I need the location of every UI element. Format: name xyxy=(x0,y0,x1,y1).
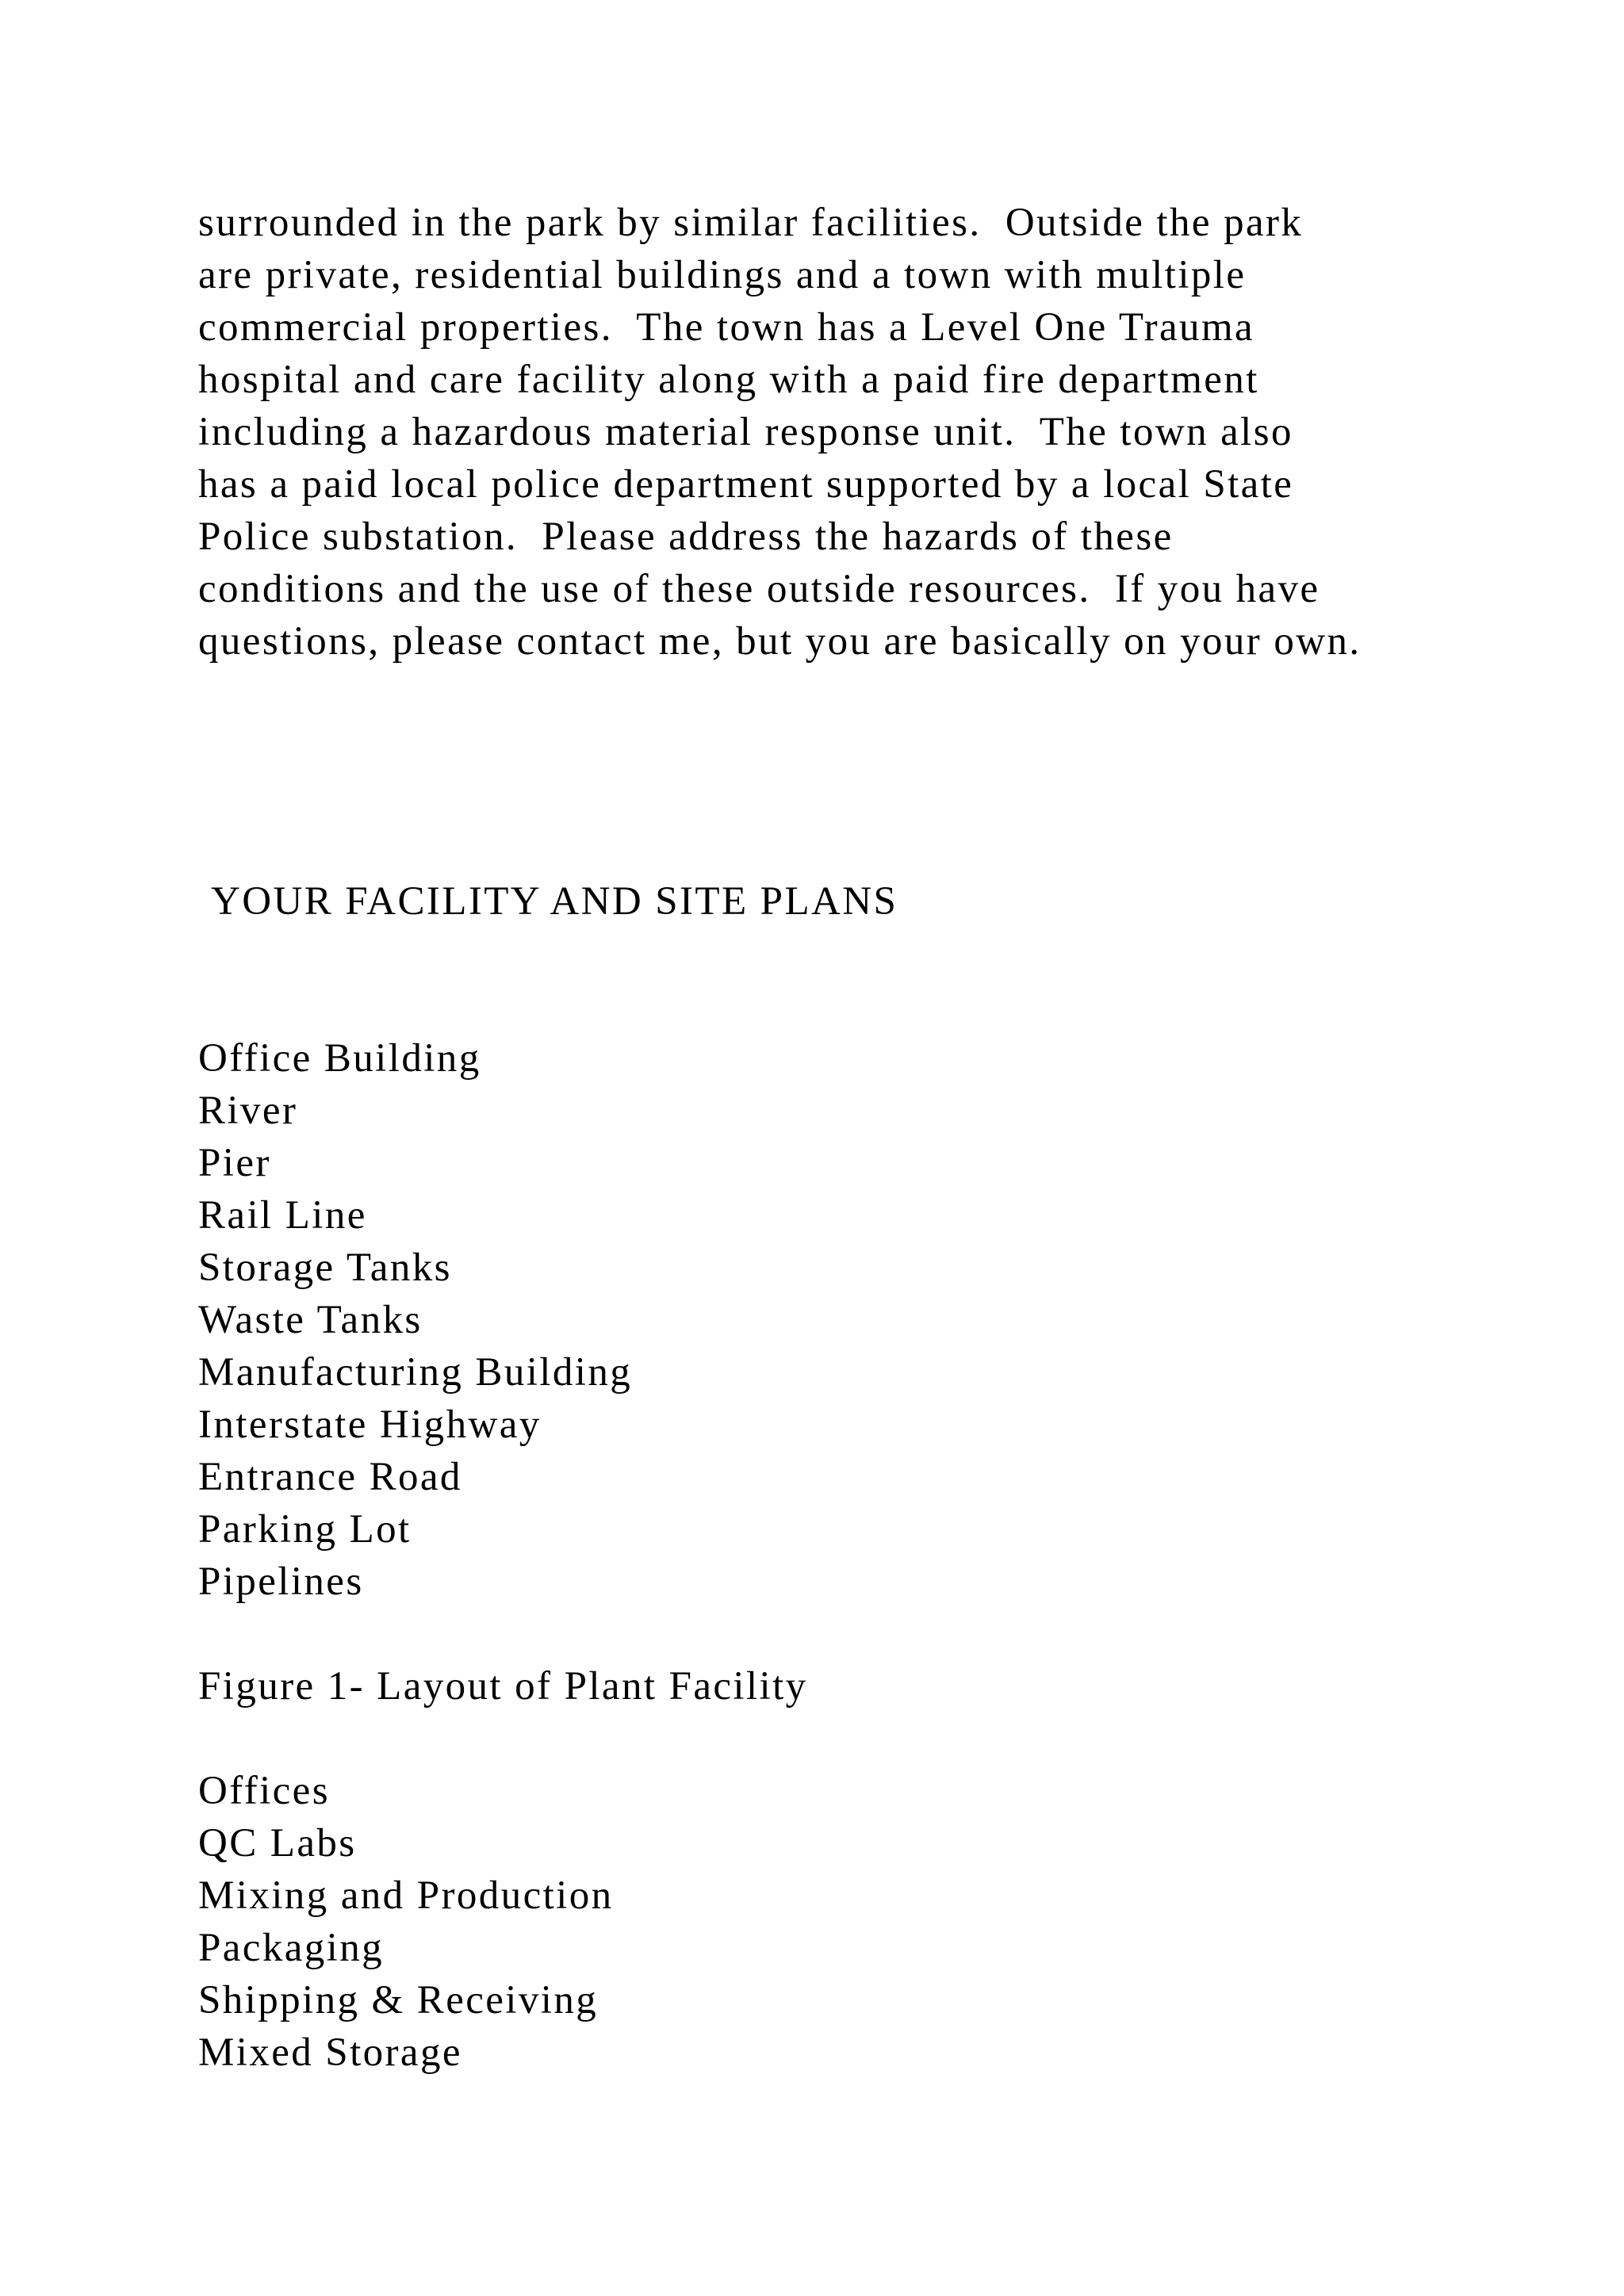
building-area-item: Offices xyxy=(198,1769,330,1813)
site-item: Waste Tanks xyxy=(198,1298,423,1342)
paragraph-line: has a paid local police department supported by a local State xyxy=(198,462,1294,507)
site-item: Storage Tanks xyxy=(198,1246,452,1290)
site-item: Interstate Highway xyxy=(198,1402,542,1447)
paragraph-line: surrounded in the park by similar facilities. Outside the park xyxy=(198,201,1304,245)
paragraph-line: questions, please contact me, but you are basically on your own. xyxy=(198,619,1362,664)
site-item: Manufacturing Building xyxy=(198,1350,633,1395)
site-item: Pipelines xyxy=(198,1559,364,1604)
site-item: Parking Lot xyxy=(198,1507,412,1552)
paragraph-line: are private, residential buildings and a town with multiple xyxy=(198,253,1247,297)
site-item: Pier xyxy=(198,1141,271,1185)
site-item: River xyxy=(198,1089,298,1133)
building-area-item: Mixing and Production xyxy=(198,1873,614,1918)
site-item: Entrance Road xyxy=(198,1455,462,1499)
paragraph-line: conditions and the use of these outside resources. If you have xyxy=(198,567,1320,611)
paragraph-line: commercial properties. The town has a Level One Trauma xyxy=(198,305,1255,350)
building-area-item: Shipping & Receiving xyxy=(198,1978,599,2022)
paragraph-line: Police substation. Please address the hazards of these xyxy=(198,515,1174,559)
building-area-item: Mixed Storage xyxy=(198,2030,462,2075)
paragraph-line: hospital and care facility along with a paid fire department xyxy=(198,358,1259,402)
site-item: Rail Line xyxy=(198,1193,367,1238)
section-heading: YOUR FACILITY AND SITE PLANS xyxy=(211,879,898,924)
figure-caption: Figure 1- Layout of Plant Facility xyxy=(198,1664,808,1709)
site-item: Office Building xyxy=(198,1036,481,1081)
building-area-item: Packaging xyxy=(198,1926,385,1970)
building-area-item: QC Labs xyxy=(198,1821,357,1866)
paragraph-line: including a hazardous material response unit. The town also xyxy=(198,410,1293,454)
